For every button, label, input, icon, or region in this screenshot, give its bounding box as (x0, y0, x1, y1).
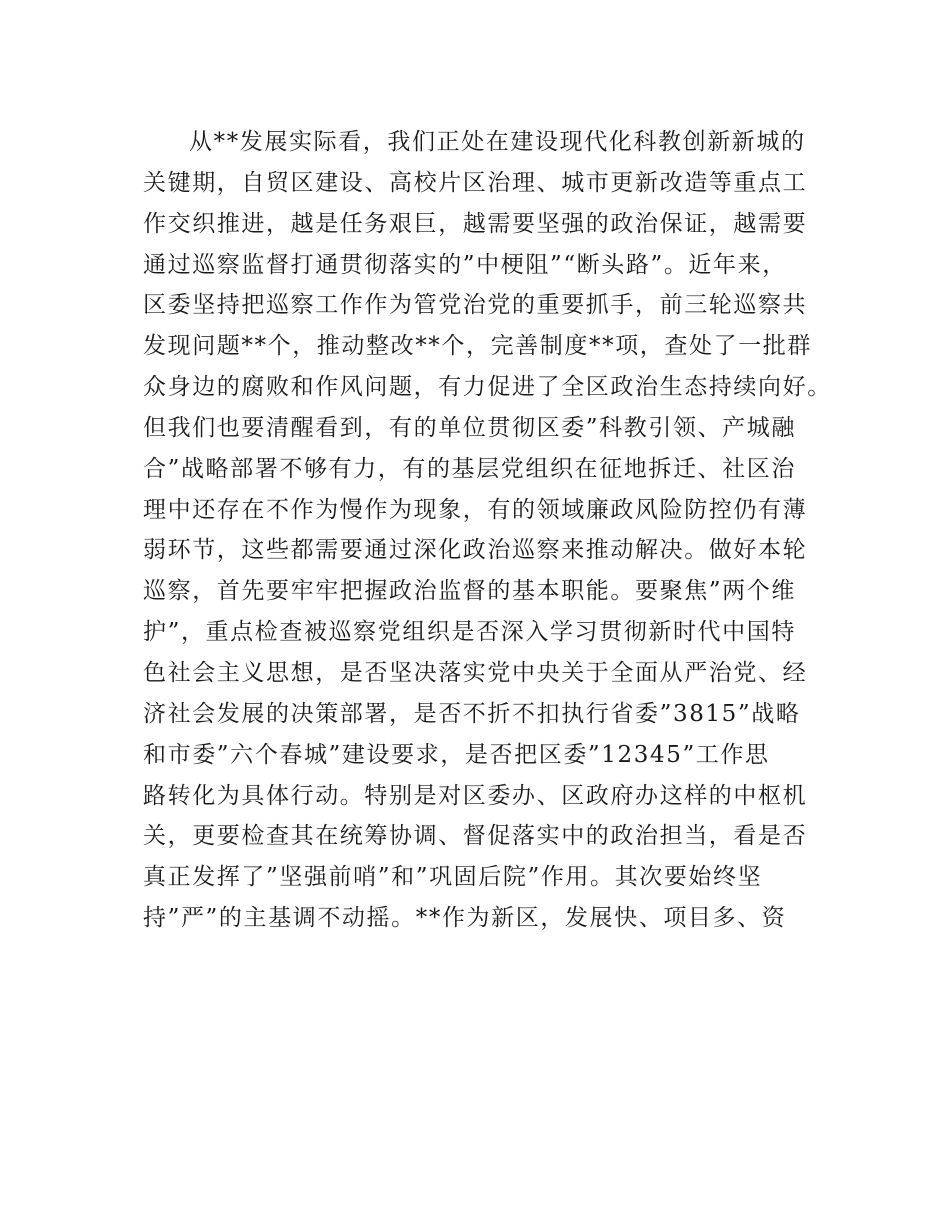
text-line-1: 从**发展实际看，我们正处在建设现代化科教创新新城的 (189, 129, 806, 155)
text-line-12: 巡察，首先要牢牢把握政治监督的基本职能。要聚焦”两个维 (143, 578, 796, 605)
text-line-7: 众身边的腐败和作风问题，有力促进了全区政治生态持续向好。 (143, 374, 832, 401)
text-line-19: 真正发挥了”坚强前哨”和”巩固后院”作用。其次要始终坚 (143, 864, 763, 891)
text-line-9: 合”战略部署不够有力，有的基层党组织在征地拆迁、社区治 (143, 455, 796, 482)
text-line-17: 路转化为具体行动。特别是对区委办、区政府办这样的中枢机 (143, 782, 808, 809)
text-line-6: 发现问题**个，推动整改**个，完善制度**项，查处了一批群 (143, 333, 812, 360)
body-paragraph (143, 122, 843, 939)
text-line-15: 济社会发展的决策部署，是否不折不扣执行省委”3815”战略 (143, 700, 801, 727)
text-line-14: 色社会主义思想，是否坚决落实党中央关于全面从严治党、经 (143, 659, 808, 686)
text-line-4: 通过巡察监督打通贯彻落实的”中梗阻”“断头路”。近年来， (143, 251, 787, 278)
text-line-5: 区委坚持把巡察工作作为管党治党的重要抓手，前三轮巡察共 (143, 292, 808, 319)
text-line-3: 作交织推进，越是任务艰巨，越需要坚强的政治保证，越需要 (143, 210, 808, 237)
text-line-13: 护”，重点检查被巡察党组织是否深入学习贯彻新时代中国特 (143, 619, 796, 646)
text-line-20: 持”严”的主基调不动摇。**作为新区，发展快、项目多、资 (143, 905, 787, 932)
text-line-18: 关，更要检查其在统筹协调、督促落实中的政治担当，看是否 (143, 823, 808, 850)
text-line-8: 但我们也要清醒看到，有的单位贯彻区委”科教引领、产城融 (143, 414, 796, 441)
text-line-16: 和市委”六个春城”建设要求，是否把区委”12345”工作思 (143, 741, 770, 768)
text-line-11: 弱环节，这些都需要通过深化政治巡察来推动解决。做好本轮 (143, 537, 808, 564)
text-line-2: 关键期，自贸区建设、高校片区治理、城市更新改造等重点工 (143, 169, 808, 196)
text-line-10: 理中还存在不作为慢作为现象，有的领域廉政风险防控仍有薄 (143, 496, 808, 523)
